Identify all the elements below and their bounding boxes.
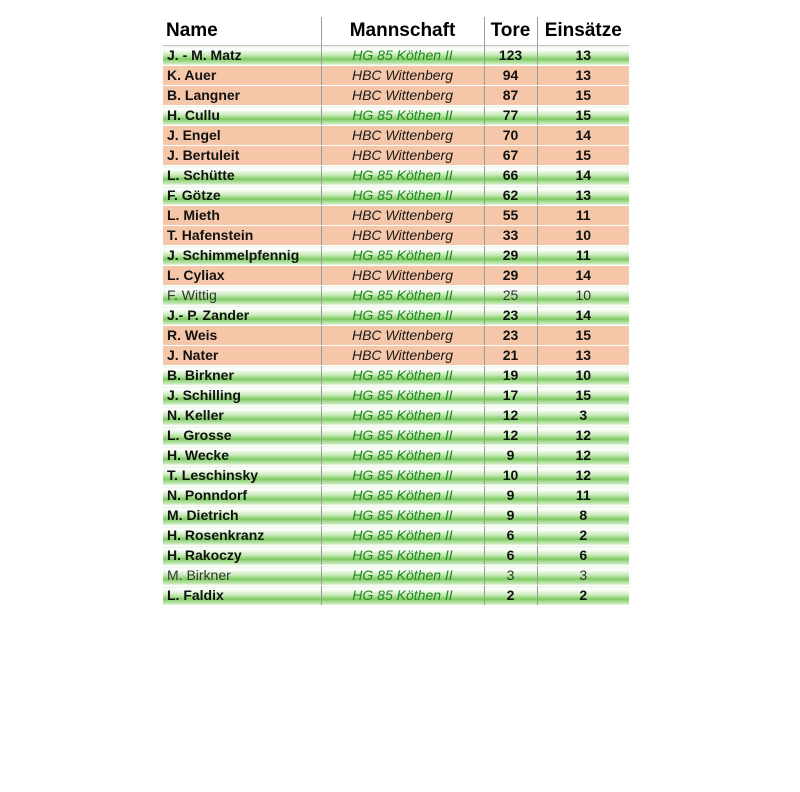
player-name: B. Birkner xyxy=(163,365,321,385)
team-name: HBC Wittenberg xyxy=(321,125,484,145)
table-row xyxy=(163,565,629,585)
player-name: K. Auer xyxy=(163,65,321,85)
goals: 6 xyxy=(484,545,537,565)
goals: 55 xyxy=(484,205,537,225)
appearances: 8 xyxy=(537,505,629,525)
player-name: L. Cyliax xyxy=(163,265,321,285)
table-row xyxy=(163,365,629,385)
team-name: HG 85 Köthen II xyxy=(321,445,484,465)
goals: 12 xyxy=(484,405,537,425)
appearances: 2 xyxy=(537,525,629,545)
header-name: Name xyxy=(163,17,321,45)
table-row xyxy=(163,45,629,65)
player-name: J. Nater xyxy=(163,345,321,365)
appearances: 2 xyxy=(537,585,629,605)
appearances: 6 xyxy=(537,545,629,565)
player-name: N. Ponndorf xyxy=(163,485,321,505)
appearances: 15 xyxy=(537,145,629,165)
goals: 2 xyxy=(484,585,537,605)
player-name: J. Bertuleit xyxy=(163,145,321,165)
team-name: HG 85 Köthen II xyxy=(321,465,484,485)
appearances: 11 xyxy=(537,485,629,505)
team-name: HBC Wittenberg xyxy=(321,345,484,365)
team-name: HG 85 Köthen II xyxy=(321,185,484,205)
player-name: J. Schilling xyxy=(163,385,321,405)
appearances: 10 xyxy=(537,225,629,245)
team-name: HG 85 Köthen II xyxy=(321,545,484,565)
player-name: R. Weis xyxy=(163,325,321,345)
goals: 21 xyxy=(484,345,537,365)
header-goals: Tore xyxy=(484,17,537,45)
goals: 33 xyxy=(484,225,537,245)
table-row xyxy=(163,285,629,305)
appearances: 3 xyxy=(537,405,629,425)
team-name: HG 85 Köthen II xyxy=(321,505,484,525)
team-name: HG 85 Köthen II xyxy=(321,285,484,305)
appearances: 10 xyxy=(537,285,629,305)
team-name: HBC Wittenberg xyxy=(321,65,484,85)
header-team: Mannschaft xyxy=(321,17,484,45)
appearances: 14 xyxy=(537,125,629,145)
goals: 6 xyxy=(484,525,537,545)
player-name: L. Mieth xyxy=(163,205,321,225)
table-row xyxy=(163,65,629,85)
player-name: N. Keller xyxy=(163,405,321,425)
table-row xyxy=(163,105,629,125)
goals: 3 xyxy=(484,565,537,585)
appearances: 13 xyxy=(537,65,629,85)
table-row xyxy=(163,385,629,405)
team-name: HBC Wittenberg xyxy=(321,225,484,245)
goals: 10 xyxy=(484,465,537,485)
player-name: F. Götze xyxy=(163,185,321,205)
player-name: M. Dietrich xyxy=(163,505,321,525)
player-name: J. Engel xyxy=(163,125,321,145)
appearances: 13 xyxy=(537,345,629,365)
table-row xyxy=(163,525,629,545)
player-name: J. Schimmelpfennig xyxy=(163,245,321,265)
team-name: HG 85 Köthen II xyxy=(321,365,484,385)
appearances: 10 xyxy=(537,365,629,385)
goals: 87 xyxy=(484,85,537,105)
player-name: T. Hafenstein xyxy=(163,225,321,245)
appearances: 14 xyxy=(537,305,629,325)
player-name: H. Wecke xyxy=(163,445,321,465)
goals: 66 xyxy=(484,165,537,185)
goals: 12 xyxy=(484,425,537,445)
team-name: HG 85 Köthen II xyxy=(321,425,484,445)
team-name: HBC Wittenberg xyxy=(321,205,484,225)
goals: 62 xyxy=(484,185,537,205)
table-row xyxy=(163,425,629,445)
goals: 29 xyxy=(484,265,537,285)
team-name: HG 85 Köthen II xyxy=(321,485,484,505)
appearances: 15 xyxy=(537,105,629,125)
table-row xyxy=(163,125,629,145)
appearances: 15 xyxy=(537,325,629,345)
table-row xyxy=(163,145,629,165)
team-name: HG 85 Köthen II xyxy=(321,585,484,605)
player-name: M. Birkner xyxy=(163,565,321,585)
appearances: 13 xyxy=(537,45,629,65)
table-row xyxy=(163,205,629,225)
goals: 23 xyxy=(484,325,537,345)
player-name: L. Grosse xyxy=(163,425,321,445)
team-name: HG 85 Köthen II xyxy=(321,565,484,585)
table-row xyxy=(163,505,629,525)
goals: 123 xyxy=(484,45,537,65)
table-row xyxy=(163,305,629,325)
team-name: HG 85 Köthen II xyxy=(321,385,484,405)
appearances: 11 xyxy=(537,205,629,225)
player-name: H. Rosenkranz xyxy=(163,525,321,545)
scorer-table xyxy=(163,17,629,606)
goals: 29 xyxy=(484,245,537,265)
appearances: 15 xyxy=(537,85,629,105)
table-row xyxy=(163,225,629,245)
goals: 9 xyxy=(484,485,537,505)
appearances: 15 xyxy=(537,385,629,405)
team-name: HG 85 Köthen II xyxy=(321,525,484,545)
player-name: F. Wittig xyxy=(163,285,321,305)
header-row xyxy=(163,17,629,45)
player-name: B. Langner xyxy=(163,85,321,105)
appearances: 14 xyxy=(537,165,629,185)
table-row xyxy=(163,405,629,425)
goals: 67 xyxy=(484,145,537,165)
goals: 70 xyxy=(484,125,537,145)
player-name: J. - M. Matz xyxy=(163,45,321,65)
table-row xyxy=(163,465,629,485)
team-name: HBC Wittenberg xyxy=(321,85,484,105)
table-row xyxy=(163,265,629,285)
team-name: HG 85 Köthen II xyxy=(321,405,484,425)
goals: 23 xyxy=(484,305,537,325)
appearances: 14 xyxy=(537,265,629,285)
appearances: 12 xyxy=(537,425,629,445)
goals: 94 xyxy=(484,65,537,85)
appearances: 12 xyxy=(537,465,629,485)
table-row xyxy=(163,345,629,365)
goals: 19 xyxy=(484,365,537,385)
player-name: L. Faldix xyxy=(163,585,321,605)
player-name: T. Leschinsky xyxy=(163,465,321,485)
appearances: 3 xyxy=(537,565,629,585)
table-row xyxy=(163,545,629,565)
team-name: HBC Wittenberg xyxy=(321,145,484,165)
player-name: L. Schütte xyxy=(163,165,321,185)
table-row xyxy=(163,325,629,345)
team-name: HBC Wittenberg xyxy=(321,325,484,345)
player-name: H. Cullu xyxy=(163,105,321,125)
table-row xyxy=(163,445,629,465)
team-name: HG 85 Köthen II xyxy=(321,245,484,265)
team-name: HG 85 Köthen II xyxy=(321,105,484,125)
table-row xyxy=(163,245,629,265)
player-name: J.- P. Zander xyxy=(163,305,321,325)
goals: 77 xyxy=(484,105,537,125)
team-name: HG 85 Köthen II xyxy=(321,305,484,325)
team-name: HG 85 Köthen II xyxy=(321,165,484,185)
header-apps: Einsätze xyxy=(537,17,629,45)
table-row xyxy=(163,85,629,105)
table-row xyxy=(163,165,629,185)
goals: 9 xyxy=(484,505,537,525)
appearances: 13 xyxy=(537,185,629,205)
team-name: HG 85 Köthen II xyxy=(321,45,484,65)
appearances: 11 xyxy=(537,245,629,265)
goals: 17 xyxy=(484,385,537,405)
goals: 25 xyxy=(484,285,537,305)
table-row xyxy=(163,485,629,505)
appearances: 12 xyxy=(537,445,629,465)
table-row xyxy=(163,185,629,205)
goals: 9 xyxy=(484,445,537,465)
table-row xyxy=(163,585,629,605)
player-name: H. Rakoczy xyxy=(163,545,321,565)
team-name: HBC Wittenberg xyxy=(321,265,484,285)
